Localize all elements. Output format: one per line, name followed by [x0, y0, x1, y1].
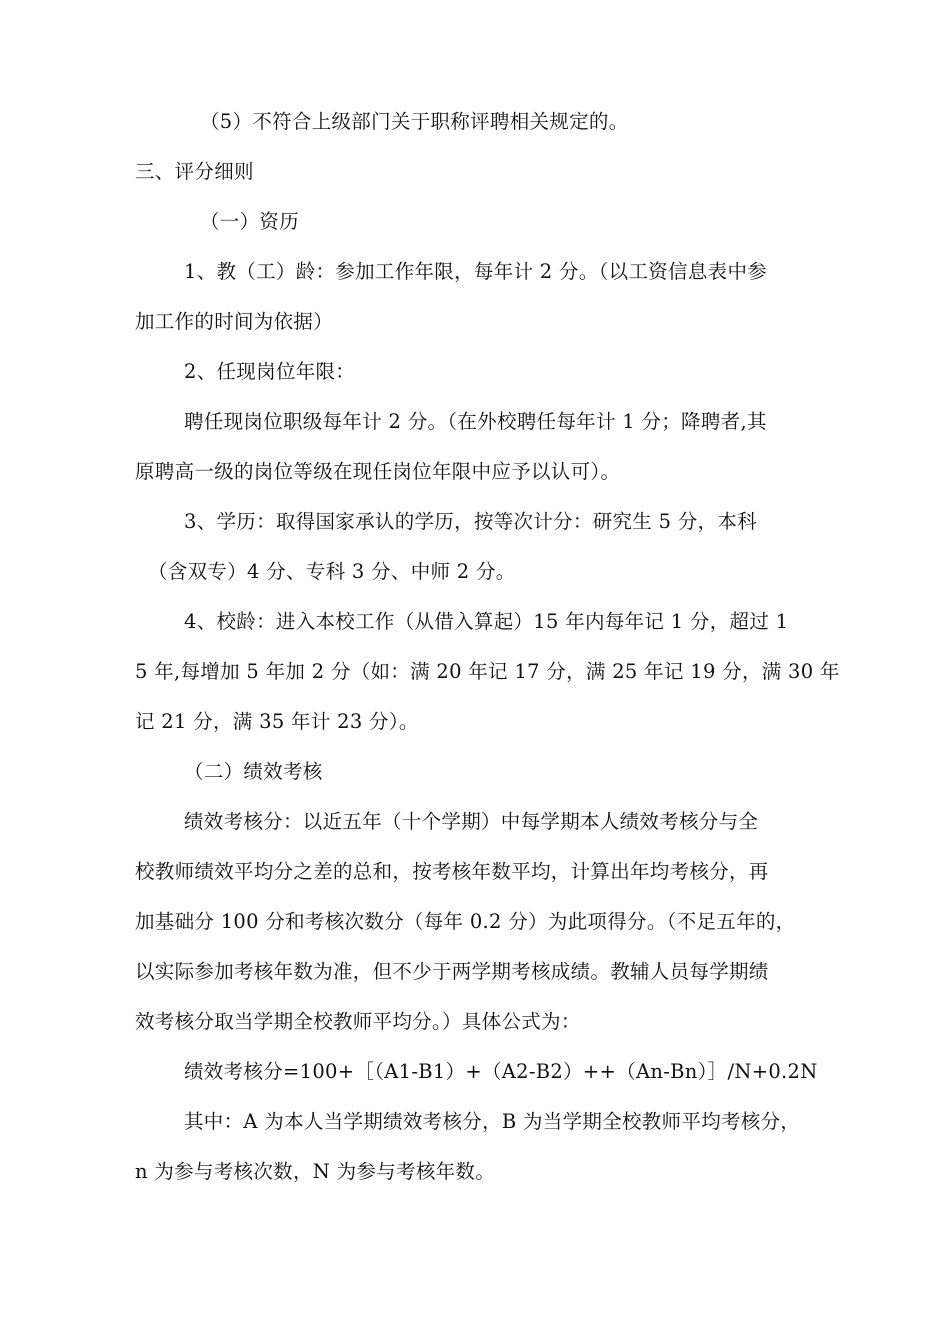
item-4-line-1: 4、校龄：进入本校工作（从借入算起）15 年内每年记 1 分，超过 1	[184, 610, 789, 633]
performance-paragraph-line-1: 绩效考核分：以近五年（十个学期）中每学期本人绩效考核分与全	[184, 810, 759, 833]
performance-paragraph-line-5: 效考核分取当学期全校教师平均分。）具体公式为：	[135, 1010, 581, 1033]
definition-line-1: 其中：A 为本人当学期绩效考核分，B 为当学期全校教师平均考核分，	[184, 1110, 801, 1133]
item-3-line-2: （含双专）4 分、专科 3 分、中师 2 分。	[148, 560, 516, 583]
section-3-heading: 三、评分细则	[135, 160, 254, 183]
definition-line-2: n 为参与考核次数，N 为参与考核年数。	[135, 1160, 496, 1183]
item-2-heading: 2、任现岗位年限：	[184, 360, 356, 383]
subsection-1-heading: （一）资历	[200, 210, 300, 233]
subsection-2-heading: （二）绩效考核	[184, 760, 323, 783]
item-3-line-1: 3、学历：取得国家承认的学历，按等次计分：研究生 5 分，本科	[184, 510, 758, 533]
item-1-line-1: 1、教（工）龄：参加工作年限，每年计 2 分。（以工资信息表中参	[184, 260, 768, 283]
item-1-line-2: 加工作的时间为依据）	[135, 310, 334, 333]
clause-5-line: （5）不符合上级部门关于职称评聘相关规定的。	[200, 110, 629, 133]
item-4-line-3: 记 21 分，满 35 年计 23 分）。	[135, 710, 419, 733]
performance-paragraph-line-4: 以实际参加考核年数为准，但不少于两学期考核成绩。教辅人员每学期绩	[135, 960, 769, 983]
formula-line: 绩效考核分=100+［（A1-B1）+（A2-B2）++（An-Bn）］/N+0.2N	[184, 1060, 818, 1083]
item-2-line-2: 原聘高一级的岗位等级在现任岗位年限中应予以认可）。	[135, 460, 621, 483]
item-2-line-1: 聘任现岗位职级每年计 2 分。（在外校聘任每年计 1 分；降聘者,其	[184, 410, 767, 433]
item-4-line-2: 5 年,每增加 5 年加 2 分（如：满 20 年记 17 分，满 25 年记 19 分，满 30 年	[135, 660, 840, 683]
performance-paragraph-line-3: 加基础分 100 分和考核次数分（每年 0.2 分）为此项得分。（不足五年的，	[135, 910, 796, 933]
performance-paragraph-line-2: 校教师绩效平均分之差的总和，按考核年数平均，计算出年均考核分，再	[135, 860, 769, 883]
